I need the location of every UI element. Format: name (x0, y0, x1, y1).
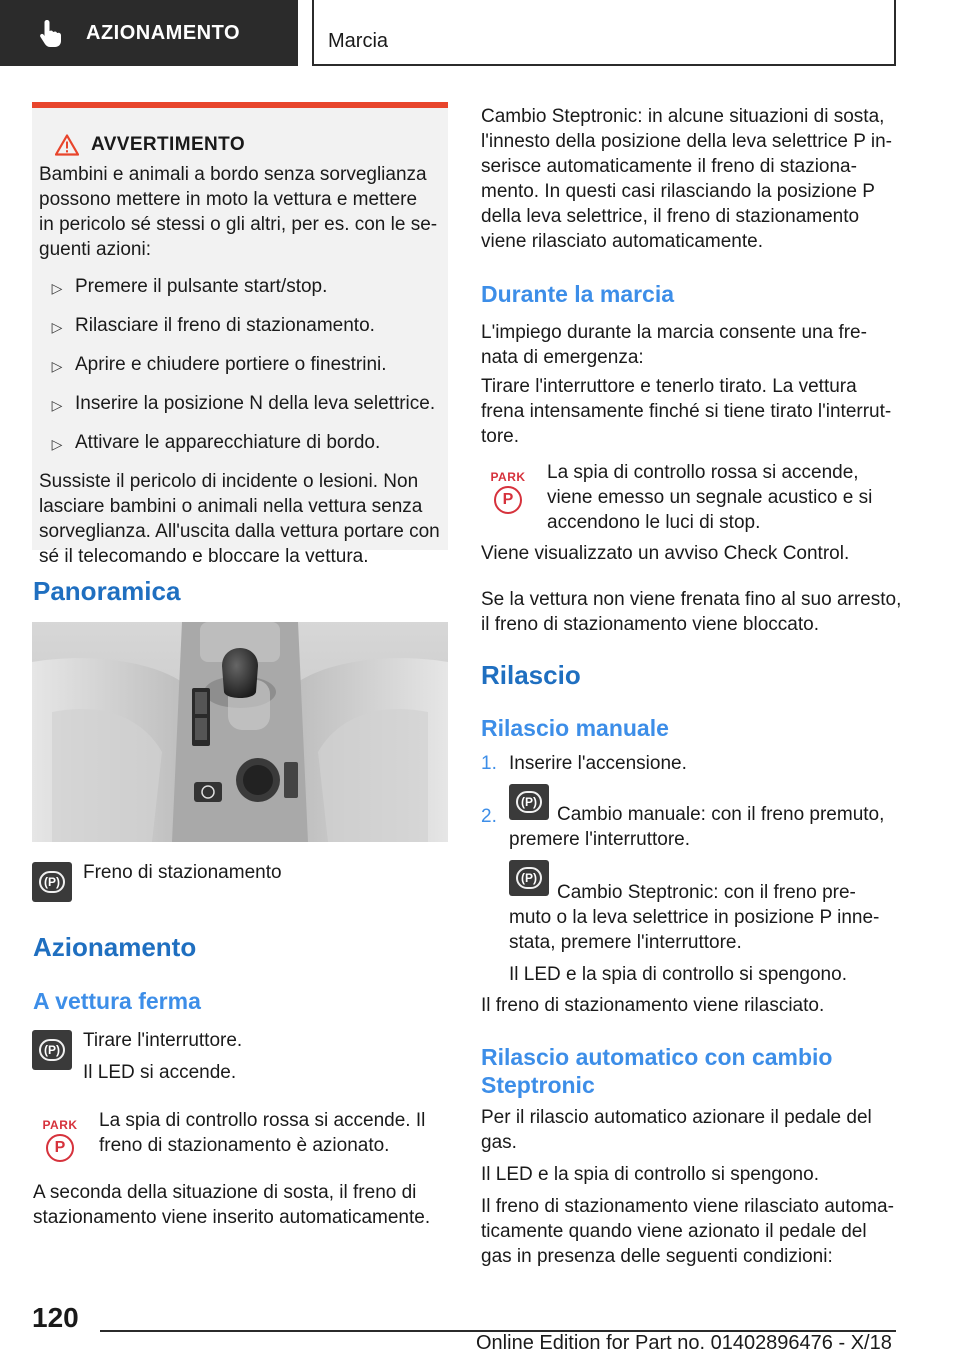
heading-vettura-ferma: A vettura ferma (33, 988, 201, 1014)
heading-panoramica: Panoramica (33, 576, 181, 606)
bullet-item (39, 313, 440, 340)
warning-triangle-icon (55, 134, 79, 156)
caption-freno: Freno di stazionamento (83, 862, 282, 883)
text-line: il freno di stazionamento viene bloccato. (481, 614, 819, 635)
text-line: gas in presenza delle seguenti condizioni: (481, 1246, 833, 1267)
bullet-text: Inserire la posizione N della leva selettrice. (75, 393, 436, 414)
text-line: della leva selettrice, il freno di stazionamento (481, 206, 860, 227)
step-2a-text (509, 802, 884, 852)
bullet-triangle-icon: ▷ (51, 358, 63, 374)
chapter-box (312, 0, 896, 66)
bullet-item (39, 274, 440, 301)
bullet-text: Premere il pulsante start/stop. (75, 276, 328, 297)
text-led-right: Il LED e la spia di controllo si spengono. (481, 1164, 819, 1185)
text-line: in pericolo sé stessi o gli altri, per es. con le se- (39, 214, 438, 235)
text-line: serisce automaticamente il freno di staziona- (481, 156, 857, 177)
text-line: Steptronic (481, 1072, 595, 1098)
console-photo (32, 622, 448, 842)
text-ilfreno (481, 1194, 894, 1269)
chapter-title: Marcia (328, 30, 389, 52)
bullet-text: Rilasciare il freno di stazionamento. (75, 315, 375, 336)
text-line: tore. (481, 426, 520, 447)
text-line: gas. (481, 1132, 517, 1153)
text-led: Il LED si accende. (83, 1062, 237, 1083)
p-symbol: (P) (39, 871, 65, 893)
text-line: Bambini e animali a bordo senza sorveglianza (39, 164, 427, 185)
text-line: nata di emergenza: (481, 347, 644, 368)
text-line: accendono le luci di stop. (547, 512, 761, 533)
text-line: stata, premere l'interruttore. (509, 932, 742, 953)
warning-intro (39, 162, 440, 262)
text-steptronic (481, 104, 892, 254)
heading-rilascio: Rilascio (481, 660, 581, 690)
text-line: sorveglianza. All'uscita dalla vettura portare con (39, 521, 440, 542)
text-line: Cambio Steptronic: con il freno pre- (557, 882, 856, 903)
text-line: A seconda della situazione di sosta, il freno di (33, 1182, 417, 1203)
text-check: Viene visualizzato un avviso Check Control. (481, 543, 850, 564)
bullet-triangle-icon: ▷ (51, 280, 63, 296)
text-line: viene rilasciato automaticamente. (481, 231, 763, 252)
warning-outro (39, 469, 440, 569)
text-line: Cambio Steptronic: in alcune situazioni di sosta, (481, 106, 885, 127)
bullet-item (39, 430, 440, 457)
text-line: Rilascio automatico con cambio (481, 1044, 833, 1070)
bullet-text: Attivare le apparecchiature di bordo. (75, 432, 381, 453)
text-line: frena intensamente finché si tiene tirato l'interrut- (481, 401, 892, 422)
bullet-item (39, 352, 440, 379)
park-p: P (494, 486, 522, 514)
bullet-triangle-icon: ▷ (51, 397, 63, 413)
p-symbol: (P) (516, 791, 542, 813)
text-line: Cambio manuale: con il freno premuto, (557, 804, 885, 825)
text-per (481, 1105, 872, 1155)
hand-pointer-icon (38, 18, 64, 48)
text-line: La spia di controllo rossa si accende, (547, 462, 859, 483)
warning-title: AVVERTIMENTO (91, 134, 245, 155)
bullet-triangle-icon: ▷ (51, 436, 63, 452)
center-console-illustration (32, 622, 448, 842)
text-line: muto o la leva selettrice in posizione P inne- (509, 907, 880, 928)
bullet-triangle-icon: ▷ (51, 319, 63, 335)
text-line: viene emesso un segnale acustico e si (547, 487, 873, 508)
park-label: PARK (42, 1118, 78, 1132)
text-line: Tirare l'interruttore e tenerlo tirato. La vettura (481, 376, 857, 397)
text-line: La spia di controllo rossa si accende. Il (99, 1110, 426, 1131)
section-tab (0, 0, 298, 66)
step-number-2: 2. (481, 806, 497, 827)
step-number-1: 1. (481, 753, 497, 774)
text-spia-left (99, 1108, 425, 1158)
park-p: P (46, 1134, 74, 1162)
text-line: Se la vettura non viene frenata fino al suo arresto, (481, 589, 902, 610)
p-symbol: (P) (516, 867, 542, 889)
text-line: mento. In questi casi rilasciando la posizione P (481, 181, 875, 202)
text-se (481, 587, 901, 637)
heading-manuale: Rilascio manuale (481, 715, 669, 741)
section-title: AZIONAMENTO (86, 21, 241, 44)
text-line: L'impiego durante la marcia consente una fre- (481, 322, 867, 343)
text-line: l'innesto della posizione della leva selettrice P in- (481, 131, 892, 152)
heading-durante: Durante la marcia (481, 281, 675, 307)
text-spia-right (547, 460, 872, 535)
p-symbol: (P) (39, 1039, 65, 1061)
heading-azionamento: Azionamento (33, 932, 197, 962)
parking-brake-button-icon (32, 862, 72, 902)
text-line: sé il telecomando e bloccare la vettura. (39, 546, 369, 567)
page-number: 120 (32, 1302, 79, 1333)
parking-brake-button-icon (32, 1030, 72, 1070)
step-1-text: Inserire l'accensione. (509, 753, 687, 774)
text-line: stazionamento viene inserito automaticamente. (33, 1207, 431, 1228)
text-line: Per il rilascio automatico azionare il pedale del (481, 1107, 872, 1128)
text-line: lasciare bambini o animali nella vettura senza (39, 496, 423, 517)
park-warning-light-icon (40, 1118, 80, 1166)
footer-edition: Online Edition for Part no. 01402896476 - X/18 (476, 1332, 892, 1354)
park-warning-light-icon (488, 470, 528, 518)
text-line: Il freno di stazionamento viene rilasciato automa- (481, 1196, 894, 1217)
step-2c-text: Il LED e la spia di controllo si spengono. (509, 964, 847, 985)
text-line: possono mettere in moto la vettura e mettere (39, 189, 418, 210)
text-line: Sussiste il pericolo di incidente o lesioni. Non (39, 471, 419, 492)
text-line: freno di stazionamento è azionato. (99, 1135, 390, 1156)
warning-box (32, 102, 448, 567)
text-impiego (481, 320, 867, 370)
bullet-text: Aprire e chiudere portiere o finestrini. (75, 354, 387, 375)
bullet-item (39, 391, 440, 418)
text-line: premere l'interruttore. (509, 829, 691, 850)
step-2b-text (509, 880, 879, 955)
text-rilasciato: Il freno di stazionamento viene rilasciato. (481, 995, 825, 1016)
text-seconda (33, 1180, 430, 1230)
warning-header (55, 132, 440, 158)
heading-automatico (481, 1043, 832, 1099)
text-tirare: Tirare l'interruttore. (83, 1030, 243, 1051)
park-label: PARK (490, 470, 526, 484)
text-tirare-right (481, 374, 891, 449)
text-line: guenti azioni: (39, 239, 151, 260)
text-line: ticamente quando viene azionato il pedale del (481, 1221, 867, 1242)
